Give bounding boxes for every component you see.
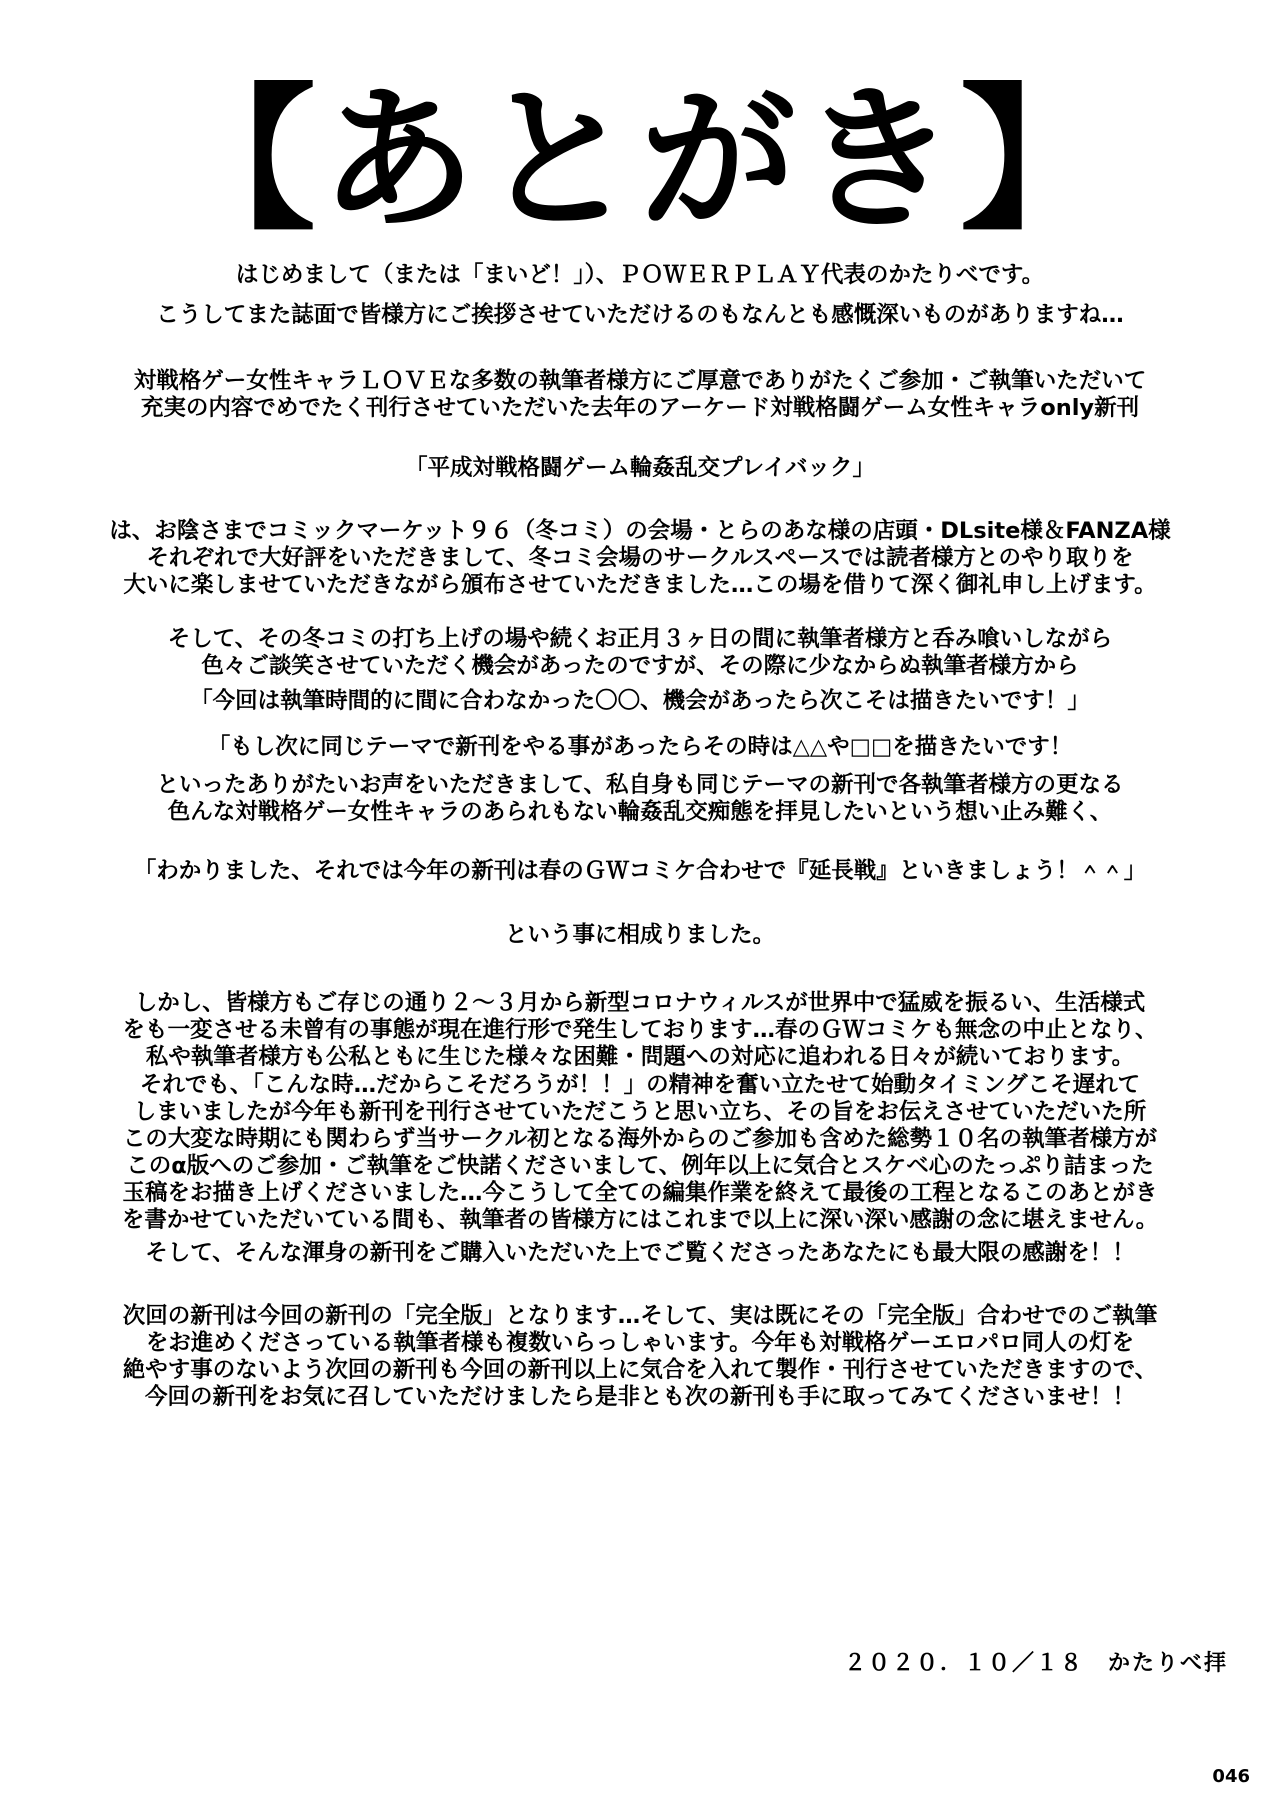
text-line: といったありがたいお声をいただきまして、私自身も同じテーマの新刊で各執筆者様方の更なる — [156, 772, 1124, 798]
paragraph-quote-1 — [40, 688, 1240, 715]
text-line: しまいましたが今年も新刊を刊行させていただこうと思い立ち、その旨をお伝えさせていただいた所 — [133, 1099, 1147, 1125]
paragraph-reception — [40, 518, 1240, 599]
text-line: は、お陰さまでコミックマーケット９６（冬コミ）の会場・とらのあな様の店頭・DLsite様＆FANZA様 — [109, 518, 1171, 544]
text-line: という事に相成りました。 — [504, 922, 775, 948]
text-line: それぞれで大好評をいただきまして、冬コミ会場のサークルスペースでは読者様方とのやり取りを — [146, 545, 1134, 571]
paragraph-next-book — [40, 1303, 1240, 1411]
text-line: この大変な時期にも関わらず当サークル初となる海外からのご参加も含めた総勢１０名の執筆者様方が — [122, 1126, 1158, 1152]
page-title: 【あとがき】 — [160, 69, 1120, 251]
text-line: 色んな対戦格ゲー女性キャラのあられもない輪姦乱交痴態を拝見したいという想い止み難く、 — [167, 799, 1113, 825]
text-line: をお進めくださっている執筆者様も複数いらっしゃいます。今年も対戦格ゲーエロパロ同人の灯を — [145, 1330, 1135, 1356]
text-line: 次回の新刊は今回の新刊の「完全版」となります…そして、実は既にその「完全版」合わせでのご執筆 — [122, 1303, 1158, 1329]
paragraph-quote-2 — [40, 734, 1240, 761]
text-line: 色々ご談笑させていただく機会があったのですが、その際に少なからぬ執筆者様方から — [201, 653, 1079, 679]
text-line: それでも、「こんな時…だからこそだろうが！！」の精神を奮い立たせて始動タイミングこそ遅れて — [139, 1072, 1141, 1098]
text-line: 「もし次に同じテーマで新刊をやる事があったらその時は△△や□□を描きたいです！ — [207, 734, 1073, 760]
paragraph-previous-book — [40, 368, 1240, 422]
paragraph-result — [40, 922, 1240, 949]
text-line: こうしてまた誌面で皆様方にご挨拶させていただけるのもなんとも感慨深いものがありますね… — [156, 302, 1124, 328]
paragraph-quote-3 — [40, 858, 1240, 885]
text-line: このα版へのご参加・ご執筆をご快諾くださいまして、例年以上に気合とスケベ心のたっぷり詰まった — [126, 1153, 1154, 1179]
text-line: はじめまして（または「まいど！」）、ＰＯＷＥＲＰＬＡＹ代表のかたりべです。 — [235, 262, 1045, 288]
text-line: 今回の新刊をお気に召していただけましたら是非とも次の新刊も手に取ってみてくださいませ！！ — [144, 1384, 1135, 1410]
text-line: しかし、皆様方もご存じの通り２～３月から新型コロナウィルスが世界中で猛威を振るい、生活様式 — [134, 990, 1146, 1016]
text-line: 絶やす事のないよう次回の新刊も今回の新刊以上に気合を入れて製作・刊行させていただきますので、 — [122, 1357, 1158, 1383]
text-line: そして、その冬コミの打ち上げの場や続くお正月３ヶ日の間に執筆者様方と呑み喰いしながら — [167, 626, 1113, 652]
text-line: 「わかりました、それでは今年の新刊は春のＧＷコミケ合わせで『延長戦』といきましょう！＾＾」 — [133, 858, 1147, 884]
page-number: 046 — [1212, 1766, 1250, 1787]
text-line: 対戦格ゲー女性キャラＬＯＶＥな多数の執筆者様方にご厚意でありがたくご参加・ご執筆いただいて — [133, 368, 1147, 394]
text-line: そして、そんな渾身の新刊をご購入いただいた上でご覧くださったあなたにも最大限の感謝を！！ — [145, 1240, 1135, 1266]
text-line: をも一変させる未曾有の事態が現在進行形で発生しております…春のＧＷコミケも無念の中止となり、 — [122, 1017, 1158, 1043]
paragraph-afterparty — [40, 626, 1240, 680]
text-line: 私や執筆者様方も公私ともに生じた様々な困難・問題への対応に追われる日々が続いております。 — [145, 1044, 1135, 1070]
text-line: 大いに楽しませていただきながら頒布させていただきました…この場を借りて深く御礼申し上げます。 — [123, 572, 1157, 598]
paragraph-intro — [40, 302, 1240, 329]
paragraph-thanks-reader — [40, 1240, 1240, 1267]
paragraph-greeting — [40, 262, 1240, 289]
text-line: 充実の内容でめでたく刊行させていただいた去年のアーケード対戦格闘ゲーム女性キャラonly新刊 — [140, 395, 1140, 421]
paragraph-previous-title — [40, 455, 1240, 482]
signature: ２０２０．１０／１８ かたりべ拝 — [843, 1651, 1228, 1676]
text-line: 「平成対戦格闘ゲーム輪姦乱交プレイバック」 — [404, 455, 876, 481]
paragraph-pandemic — [40, 990, 1240, 1071]
paragraph-decision — [40, 772, 1240, 826]
paragraph-production — [40, 1072, 1240, 1234]
text-line: 玉稿をお描き上げくださいました…今こうして全ての編集作業を終えて最後の工程となるこのあとがき — [122, 1180, 1158, 1206]
text-line: 「今回は執筆時間的に間に合わなかった〇〇、機会があったら次こそは描きたいです！」 — [190, 688, 1090, 714]
text-line: を書かせていただいている間も、執筆者の皆様方にはこれまで以上に深い深い感謝の念に堪えません。 — [121, 1207, 1159, 1233]
